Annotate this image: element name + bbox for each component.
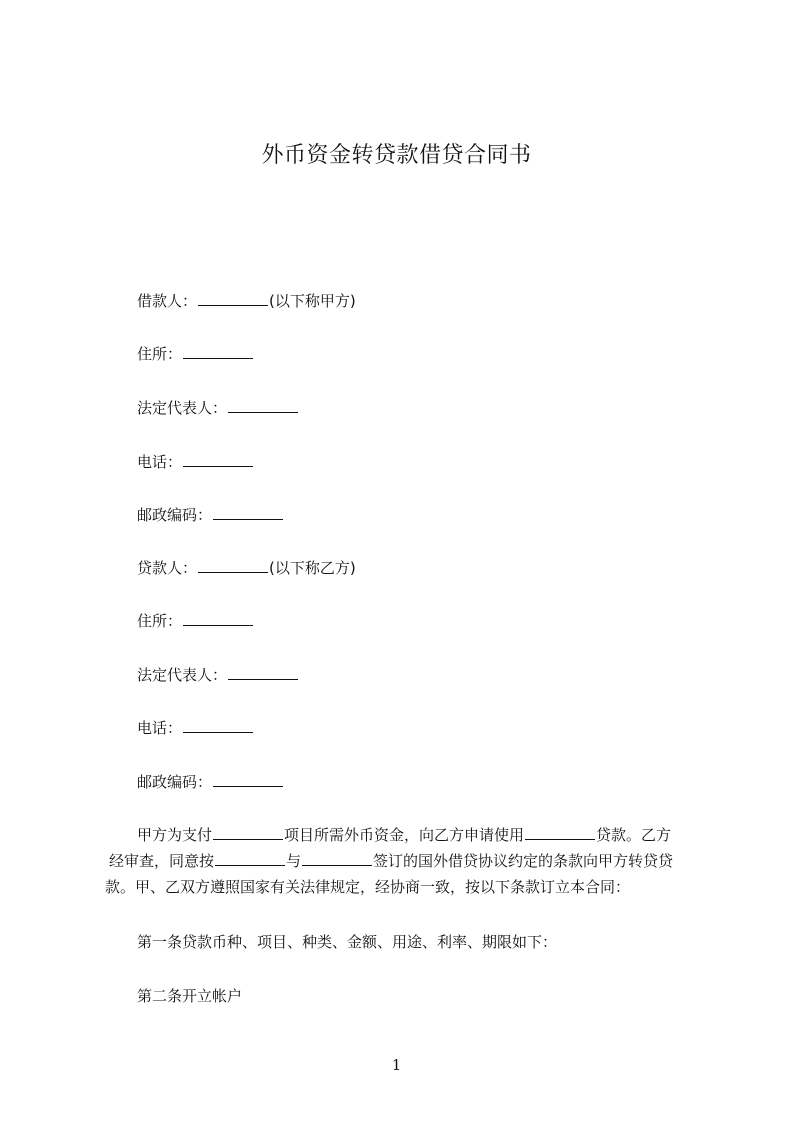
lender-postcode-line — [137, 772, 284, 792]
borrower-suffix: (以下称甲方) — [269, 292, 356, 310]
lender-postcode-label: 邮政编码： — [137, 773, 213, 791]
preamble-text: 签订的国外借贷协议约定的条款向甲方转贷贷 — [373, 852, 674, 870]
project-blank[interactable] — [213, 825, 283, 840]
lender-address-blank[interactable] — [183, 611, 253, 626]
article-1: 第一条贷款币种、项目、种类、金额、用途、利率、期限如下： — [137, 933, 558, 951]
preamble-line-3: 款。甲、乙双方遵照国家有关法律规定，经协商一致，按以下条款订立本合同： — [105, 878, 631, 896]
preamble-text: 贷款。乙方 — [596, 826, 672, 844]
lender-rep-label: 法定代表人： — [137, 666, 228, 684]
borrower-phone-label: 电话： — [137, 453, 183, 471]
party-a-blank[interactable] — [215, 851, 285, 866]
lender-label: 贷款人： — [137, 559, 198, 577]
lender-rep-blank[interactable] — [228, 665, 298, 680]
borrower-label: 借款人： — [137, 292, 198, 310]
article-2: 第二条开立帐户 — [137, 987, 243, 1005]
borrower-blank[interactable] — [198, 291, 268, 306]
preamble-text: 与 — [286, 852, 302, 870]
borrower-rep-blank[interactable] — [228, 398, 298, 413]
lender-rep-line — [137, 665, 299, 685]
party-b-blank[interactable] — [302, 851, 372, 866]
lender-postcode-blank[interactable] — [213, 772, 283, 787]
preamble-text: 经审查，同意按 — [109, 852, 215, 870]
lender-blank[interactable] — [198, 558, 268, 573]
document-title: 外币资金转贷款借贷合同书 — [261, 143, 532, 168]
borrower-address-blank[interactable] — [183, 344, 253, 359]
lender-line — [137, 558, 356, 578]
page-number: 1 — [391, 1056, 402, 1074]
loan-source-blank[interactable] — [525, 825, 595, 840]
lender-phone-line — [137, 718, 254, 738]
lender-address-line — [137, 611, 254, 631]
borrower-postcode-label: 邮政编码： — [137, 506, 213, 524]
borrower-address-line — [137, 344, 254, 364]
borrower-postcode-blank[interactable] — [213, 505, 283, 520]
lender-phone-label: 电话： — [137, 719, 183, 737]
lender-phone-blank[interactable] — [183, 718, 253, 733]
preamble-text: 甲方为支付 — [137, 826, 213, 844]
preamble-line-2 — [105, 848, 700, 874]
borrower-address-label: 住所： — [137, 345, 183, 363]
lender-suffix: (以下称乙方) — [269, 559, 356, 577]
preamble-paragraph — [105, 822, 700, 900]
borrower-rep-line — [137, 398, 299, 418]
borrower-phone-blank[interactable] — [183, 452, 253, 467]
borrower-rep-label: 法定代表人： — [137, 399, 228, 417]
borrower-phone-line — [137, 452, 254, 472]
borrower-postcode-line — [137, 505, 284, 525]
lender-address-label: 住所： — [137, 612, 183, 630]
preamble-line-1 — [105, 822, 700, 848]
borrower-line — [137, 291, 356, 311]
preamble-text: 项目所需外币资金，向乙方申请使用 — [284, 826, 525, 844]
